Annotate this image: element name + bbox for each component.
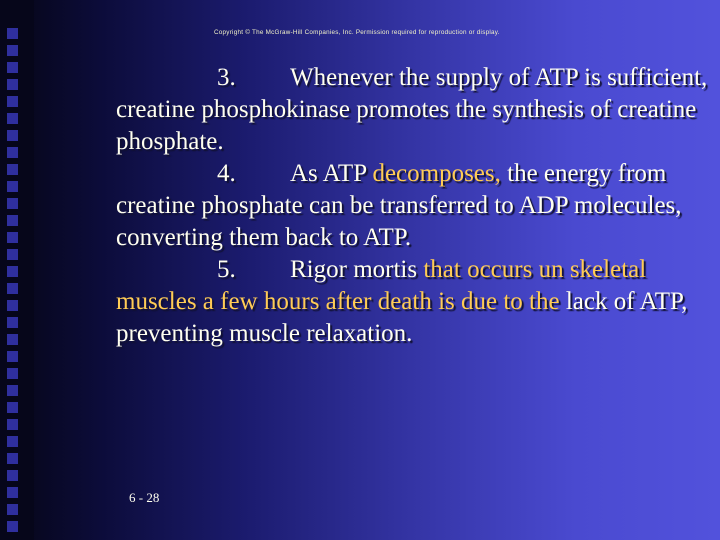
copyright-notice: Copyright © The McGraw-Hill Companies, Inc. Permission required for reproduction or display.	[214, 29, 500, 36]
decorative-square	[7, 283, 18, 294]
slide-number: 6 - 28	[129, 490, 160, 505]
decorative-square	[7, 334, 18, 345]
decorative-square	[7, 504, 18, 515]
decorative-square	[7, 130, 18, 141]
decorative-side-strip	[0, 0, 34, 540]
decorative-square	[7, 198, 18, 209]
decorative-square	[7, 79, 18, 90]
decorative-square	[7, 96, 18, 107]
slide-body	[116, 62, 716, 350]
decorative-square	[7, 419, 18, 430]
decorative-square	[7, 470, 18, 481]
decorative-square	[7, 232, 18, 243]
decorative-square	[7, 215, 18, 226]
list-item-3	[116, 62, 716, 158]
decorative-square	[7, 402, 18, 413]
decorative-square	[7, 45, 18, 56]
list-item-5	[116, 254, 716, 350]
decorative-square	[7, 300, 18, 311]
list-item-text: lack of ATP, preventing muscle relaxation.	[116, 288, 688, 347]
decorative-square	[7, 181, 18, 192]
decorative-square	[7, 453, 18, 464]
list-item-number: 3.	[217, 64, 236, 91]
list-item-number: 4.	[217, 160, 236, 187]
highlighted-text: decomposes,	[372, 160, 501, 187]
highlighted-text: that occurs un skeletal muscles a few hours after death is due to the	[116, 256, 647, 315]
decorative-square	[7, 487, 18, 498]
decorative-square	[7, 521, 18, 532]
decorative-square	[7, 266, 18, 277]
list-item-text: Whenever the supply of ATP is sufficient, creatine phosphokinase promotes the synthesis of creatine phosphate.	[116, 64, 708, 155]
list-item-text: Rigor mortis	[290, 256, 424, 283]
list-item-text: the energy from creatine phosphate can be transferred to ADP molecules, converting them back to ATP.	[116, 160, 682, 251]
decorative-square	[7, 147, 18, 158]
decorative-square	[7, 28, 18, 39]
decorative-square	[7, 436, 18, 447]
list-item-number: 5.	[217, 256, 236, 283]
decorative-square	[7, 249, 18, 260]
decorative-square	[7, 62, 18, 73]
decorative-square	[7, 164, 18, 175]
decorative-square	[7, 351, 18, 362]
decorative-square	[7, 385, 18, 396]
decorative-square	[7, 368, 18, 379]
decorative-square	[7, 317, 18, 328]
list-item-text: As ATP	[290, 160, 373, 187]
decorative-square	[7, 113, 18, 124]
list-item-4	[116, 158, 716, 254]
